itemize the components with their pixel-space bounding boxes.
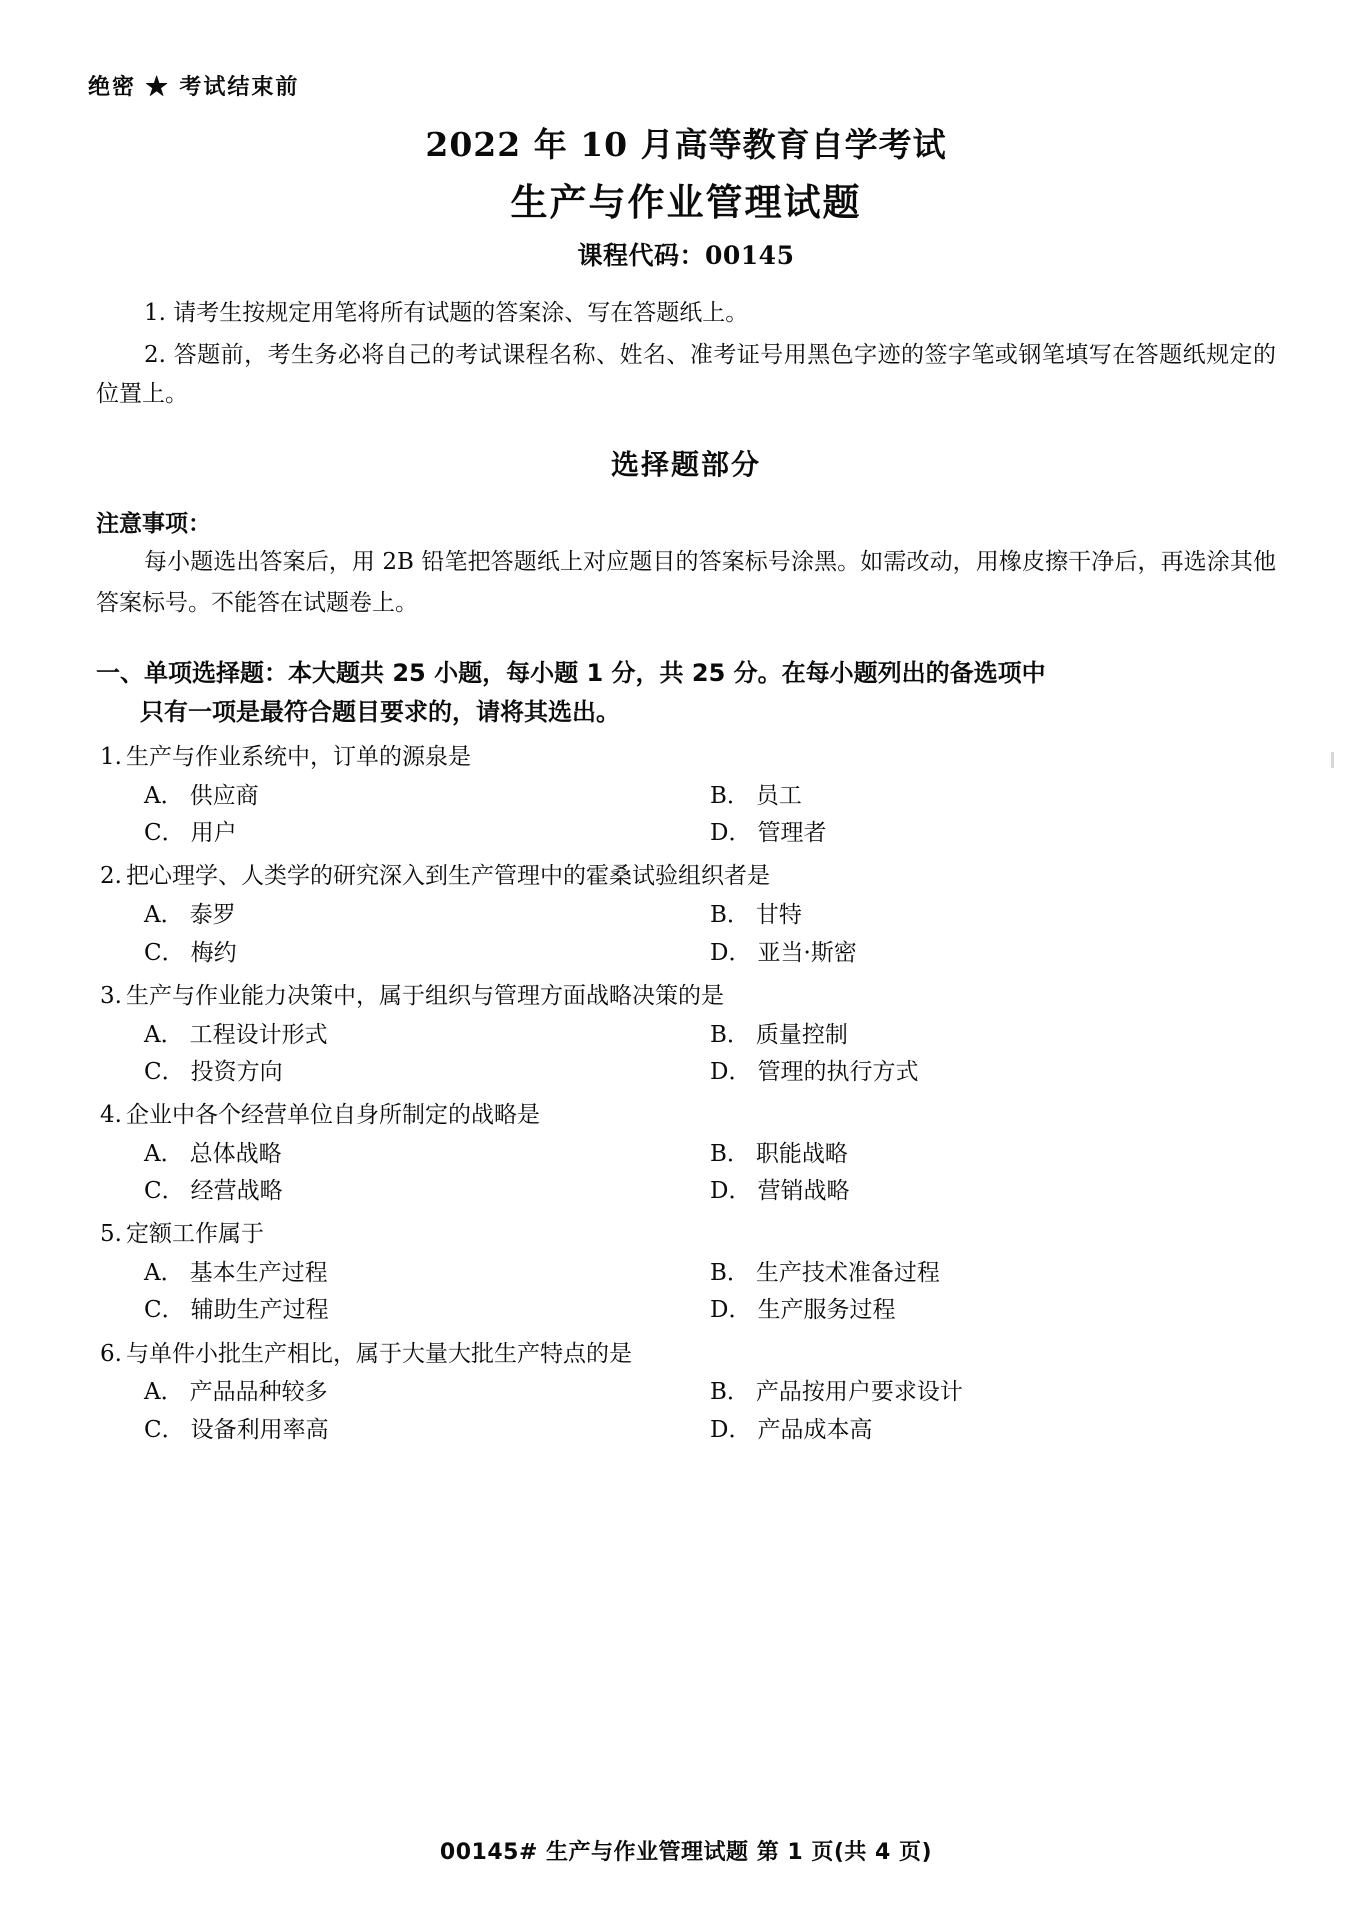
option-text: 泰罗 (189, 902, 236, 929)
question-stem (96, 1336, 1276, 1373)
option-label: B． (710, 1140, 750, 1167)
option-label: D． (710, 939, 752, 966)
option-text: 质量控制 (755, 1021, 848, 1048)
option-text: 基本生产过程 (189, 1260, 328, 1287)
option-text: 投资方向 (190, 1058, 283, 1085)
notice-body: 每小题选出答案后，用 2B 铅笔把答题纸上对应题目的答案标号涂黑。如需改动，用橡皮擦干净后，再选涂其他答案标号。不能答在试题卷上。 (96, 548, 1276, 616)
option-d[interactable] (710, 935, 1276, 972)
question-item (96, 1216, 1276, 1329)
question-item (96, 858, 1276, 971)
option-c[interactable] (144, 1292, 710, 1329)
option-text: 辅助生产过程 (190, 1297, 329, 1324)
exam-title-year: 2022 年 10 月高等教育自学考试 (425, 125, 947, 164)
option-text: 生产技术准备过程 (755, 1260, 940, 1287)
option-label: B． (710, 782, 750, 809)
part-heading-line2: 只有一项是最符合题目要求的，请将其选出。 (140, 698, 620, 727)
option-text: 产品按用户要求设计 (755, 1379, 963, 1406)
option-label: B． (710, 1379, 750, 1406)
option-text: 亚当·斯密 (757, 939, 857, 966)
question-item (96, 1097, 1276, 1210)
option-label: A． (144, 1140, 184, 1167)
option-text: 管理的执行方式 (757, 1058, 919, 1085)
option-label: A． (144, 782, 184, 809)
option-c[interactable] (144, 815, 710, 852)
instruction-1: 1. 请考生按规定用笔将所有试题的答案涂、写在答题纸上。 (144, 300, 749, 326)
option-c[interactable] (144, 1412, 710, 1449)
option-b[interactable] (710, 897, 1276, 934)
option-label: C． (144, 1058, 185, 1085)
option-a[interactable] (144, 1017, 710, 1054)
option-b[interactable] (710, 1374, 1276, 1411)
option-label: A． (144, 1260, 184, 1287)
option-text: 员工 (755, 782, 802, 809)
question-number: 4. (100, 1102, 122, 1129)
option-a[interactable] (144, 1374, 710, 1411)
option-b[interactable] (710, 1136, 1276, 1173)
option-text: 设备利用率高 (190, 1416, 329, 1443)
option-text: 总体战略 (189, 1140, 282, 1167)
option-text: 经营战略 (190, 1178, 283, 1205)
option-d[interactable] (710, 1292, 1276, 1329)
option-list (96, 1374, 1276, 1449)
question-stem (96, 1216, 1276, 1253)
option-b[interactable] (710, 1017, 1276, 1054)
option-text: 梅约 (190, 939, 237, 966)
option-c[interactable] (144, 1054, 710, 1091)
course-code: 课程代码：00145 (577, 241, 795, 270)
option-a[interactable] (144, 778, 710, 815)
option-list (96, 1255, 1276, 1330)
option-list (96, 897, 1276, 972)
option-text: 工程设计形式 (189, 1021, 328, 1048)
option-text: 管理者 (757, 820, 827, 847)
question-item (96, 739, 1276, 852)
option-label: C． (144, 1178, 185, 1205)
instruction-2: 2. 答题前，考生务必将自己的考试课程名称、姓名、准考证号用黑色字迹的签字笔或钢笔填写在答题纸规定的位置上。 (96, 341, 1276, 408)
question-text: 定额工作属于 (125, 1221, 264, 1248)
part-heading (96, 654, 1276, 734)
question-text: 把心理学、人类学的研究深入到生产管理中的霍桑试验组织者是 (125, 863, 770, 890)
question-text: 生产与作业能力决策中，属于组织与管理方面战略决策的是 (125, 982, 724, 1009)
question-text: 生产与作业系统中，订单的源泉是 (125, 744, 471, 771)
option-label: A． (144, 902, 184, 929)
option-b[interactable] (710, 778, 1276, 815)
option-label: C． (144, 820, 185, 847)
option-text: 用户 (190, 820, 237, 847)
option-d[interactable] (710, 815, 1276, 852)
option-label: D． (710, 820, 752, 847)
option-label: D． (710, 1058, 752, 1085)
page-footer: 00145# 生产与作业管理试题 第 1 页(共 4 页) (439, 1840, 933, 1865)
option-label: D． (710, 1416, 752, 1443)
option-text: 供应商 (189, 782, 259, 809)
question-text: 与单件小批生产相比，属于大量大批生产特点的是 (125, 1340, 632, 1367)
option-text: 职能战略 (755, 1140, 848, 1167)
question-item (96, 1336, 1276, 1449)
option-a[interactable] (144, 1255, 710, 1292)
question-number: 6. (100, 1340, 122, 1367)
option-text: 营销战略 (757, 1178, 850, 1205)
secrecy-line: 绝密 ★ 考试结束前 (88, 74, 300, 100)
question-number: 5. (100, 1221, 122, 1248)
question-stem (96, 858, 1276, 895)
option-d[interactable] (710, 1412, 1276, 1449)
option-label: D． (710, 1178, 752, 1205)
question-number: 3. (100, 982, 122, 1009)
part-heading-line1: 一、单项选择题：本大题共 25 小题，每小题 1 分，共 25 分。在每小题列出的备选项中 (96, 658, 1046, 687)
question-item (96, 978, 1276, 1091)
option-label: C． (144, 1297, 185, 1324)
question-text: 企业中各个经营单位自身所制定的战略是 (125, 1102, 540, 1129)
section-title: 选择题部分 (610, 447, 761, 481)
question-stem (96, 978, 1276, 1015)
option-a[interactable] (144, 1136, 710, 1173)
option-label: B． (710, 1260, 750, 1287)
option-c[interactable] (144, 1173, 710, 1210)
option-d[interactable] (710, 1173, 1276, 1210)
option-d[interactable] (710, 1054, 1276, 1091)
option-label: B． (710, 1021, 750, 1048)
option-text: 产品成本高 (757, 1416, 873, 1443)
option-text: 产品品种较多 (189, 1379, 328, 1406)
option-b[interactable] (710, 1255, 1276, 1292)
option-a[interactable] (144, 897, 710, 934)
option-list (96, 1136, 1276, 1211)
option-list (96, 778, 1276, 853)
option-list (96, 1017, 1276, 1092)
question-number: 2. (100, 863, 122, 890)
notice-label: 注意事项： (96, 509, 211, 537)
option-c[interactable] (144, 935, 710, 972)
question-stem (96, 1097, 1276, 1134)
option-text: 生产服务过程 (757, 1297, 896, 1324)
question-number: 1. (100, 744, 122, 771)
option-label: A． (144, 1379, 184, 1406)
option-label: D． (710, 1297, 752, 1324)
option-label: C． (144, 1416, 185, 1443)
question-stem (96, 739, 1276, 776)
option-text: 甘特 (755, 902, 802, 929)
scan-edge-mark (1331, 752, 1334, 768)
option-label: B． (710, 902, 750, 929)
option-label: C． (144, 939, 185, 966)
exam-title-subject: 生产与作业管理试题 (510, 181, 862, 224)
option-label: A． (144, 1021, 184, 1048)
